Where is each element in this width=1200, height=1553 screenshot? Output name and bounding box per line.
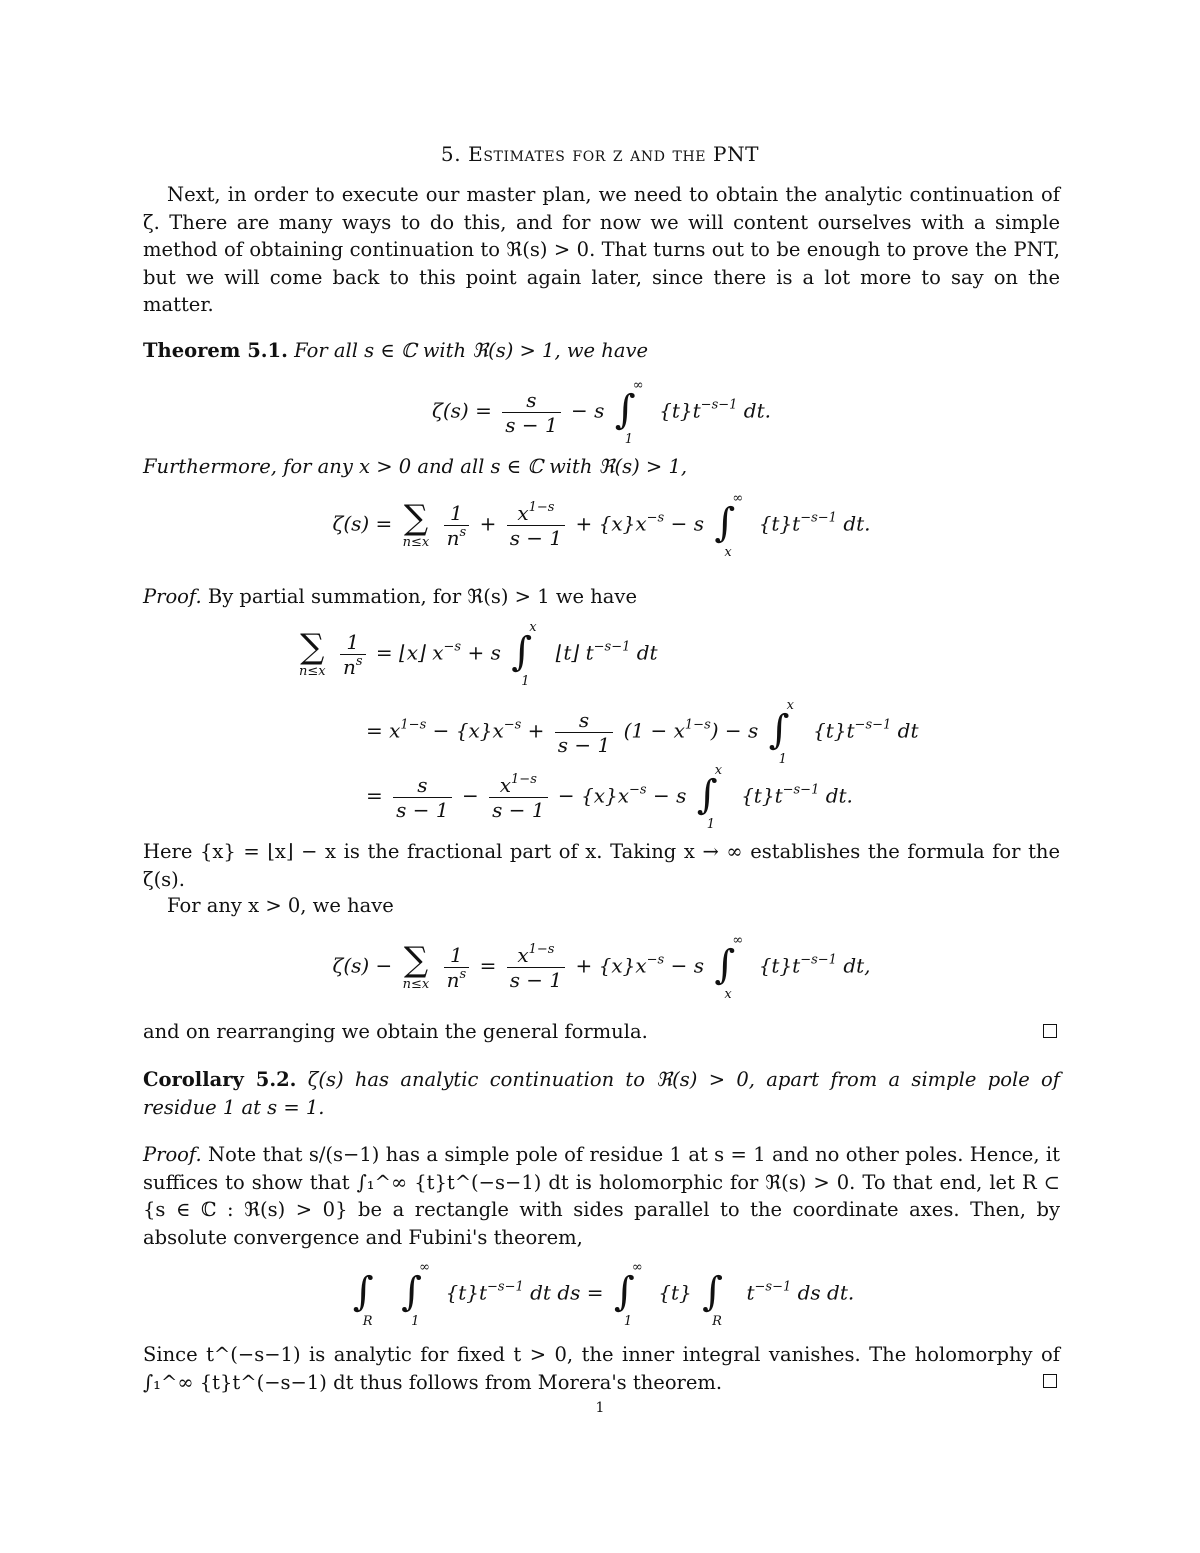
intro-paragraph: Next, in order to execute our master plan, we need to obtain the analytic continuation of ζ. There are many ways to do this, and for now we will content ourselves with a simple method of obtaining continuation to ℜ(s) > 0. That turns out to be enough to prove the PNT, but we will come back to this point again later, since there is a lot more to say on the matter. — [143, 183, 1060, 316]
corollary-text: ζ(s) has analytic continuation to ℜ(s) > 0, apart from a simple pole of residue 1 at s = 1. — [143, 1068, 1060, 1119]
qed-symbol — [1043, 1374, 1057, 1388]
section-title: 5. Estimates for ζ and the PNT — [440, 142, 760, 166]
theorem-furthermore: Furthermore, for any x > 0 and all s ∈ ℂ with ℜ(s) > 1, — [143, 455, 688, 478]
proof-1-after: Here {x} = ⌊x⌋ − x is the fractional part of x. Taking x → ∞ establishes the formula for the ζ(s). — [143, 840, 1060, 891]
proof-equation-line-3: = $\frac{s}{s - 1}$ − $\frac{x^{1-s}}{s - 1}$ − $\{x\}x^{-s} - s$ ∫ x 1 $\{t\}t^{-s-1}$ dt. — [366, 763, 853, 832]
theorem-statement — [143, 337, 1060, 365]
proof-1-for-any: For any x > 0, we have — [167, 894, 394, 917]
proof-label: Proof. — [143, 1143, 202, 1166]
corollary — [143, 1066, 1060, 1121]
proof-1-intro: Proof. By partial summation, for ℜ(s) > 1 we have — [143, 585, 637, 608]
qed-symbol — [1043, 1024, 1057, 1038]
theorem-equation-1: ζ(s) = $\frac{s}{s - 1}$ − s ∫ ∞ 1 $\{t\}t^{-s-1}$ dt. — [432, 378, 771, 447]
proof-1-equation: ζ(s) − ∑ n≤x $\frac{1}{n^s}$ = $\frac{x^{1-s}}{s - 1}$ + $\{x\}x^{-s} - s$ ∫ ∞ x $\{t\}t^{-s-1}$ dt, — [332, 933, 871, 1002]
section-heading: Estimates for ζ and the PNT — [468, 142, 760, 166]
proof-2-closing: Since t^(−s−1) is analytic for fixed t > 0, the inner integral vanishes. The holomorphy of ∫₁^∞ {t}t^(−s−1) dt thus follows from Morera's theorem. — [143, 1343, 1060, 1394]
fubini-equation: ∫ R ∫ ∞ 1 $\{t\}t^{-s-1}$ dt ds = ∫ ∞ 1 {t} ∫ R $t^{-s-1}$ ds dt. — [352, 1260, 855, 1329]
proof-2-paragraph: Proof. Note that s/(s−1) has a simple pole of residue 1 at s = 1 and no other poles. Hence, it suffices to show that ∫₁^∞ {t}t^(−s−1) dt is holomorphic for ℜ(s) > 0. To that end, let R ⊂ {s ∈ ℂ : ℜ(s) > 0} be a rectangle with sides parallel to the coordinate axes. Then, by absolute convergence and Fubini's theorem, — [143, 1143, 1060, 1249]
theorem-label: Theorem 5.1. — [143, 339, 288, 362]
proof-equation-line-2: = $x^{1-s} - \{x\}x^{-s}$ + $\frac{s}{s - 1}$ $(1 - x^{1-s}) - s$ ∫ x 1 $\{t\}t^{-s-1}$ dt — [366, 698, 919, 767]
theorem-text: For all s ∈ ℂ with ℜ(s) > 1, we have — [294, 339, 649, 362]
proof-equation-line-1: ∑ n≤x $\frac{1}{n^s}$ = ⌊x⌋ $x^{-s} + s$ ∫ x 1 ⌊t⌋ $t^{-s-1}$ dt — [299, 620, 658, 689]
proof-label: Proof. — [143, 585, 202, 608]
corollary-label: Corollary 5.2. — [143, 1068, 297, 1091]
theorem-equation-2: ζ(s) = ∑ n≤x $\frac{1}{n^s}$ + $\frac{x^{1-s}}{s - 1}$ + $\{x\}x^{-s} - s$ ∫ ∞ x $\{t\}t^{-s-1}$ dt. — [332, 491, 871, 560]
proof-1-closing: and on rearranging we obtain the general formula. — [143, 1020, 648, 1043]
page-number: 1 — [595, 1400, 605, 1416]
